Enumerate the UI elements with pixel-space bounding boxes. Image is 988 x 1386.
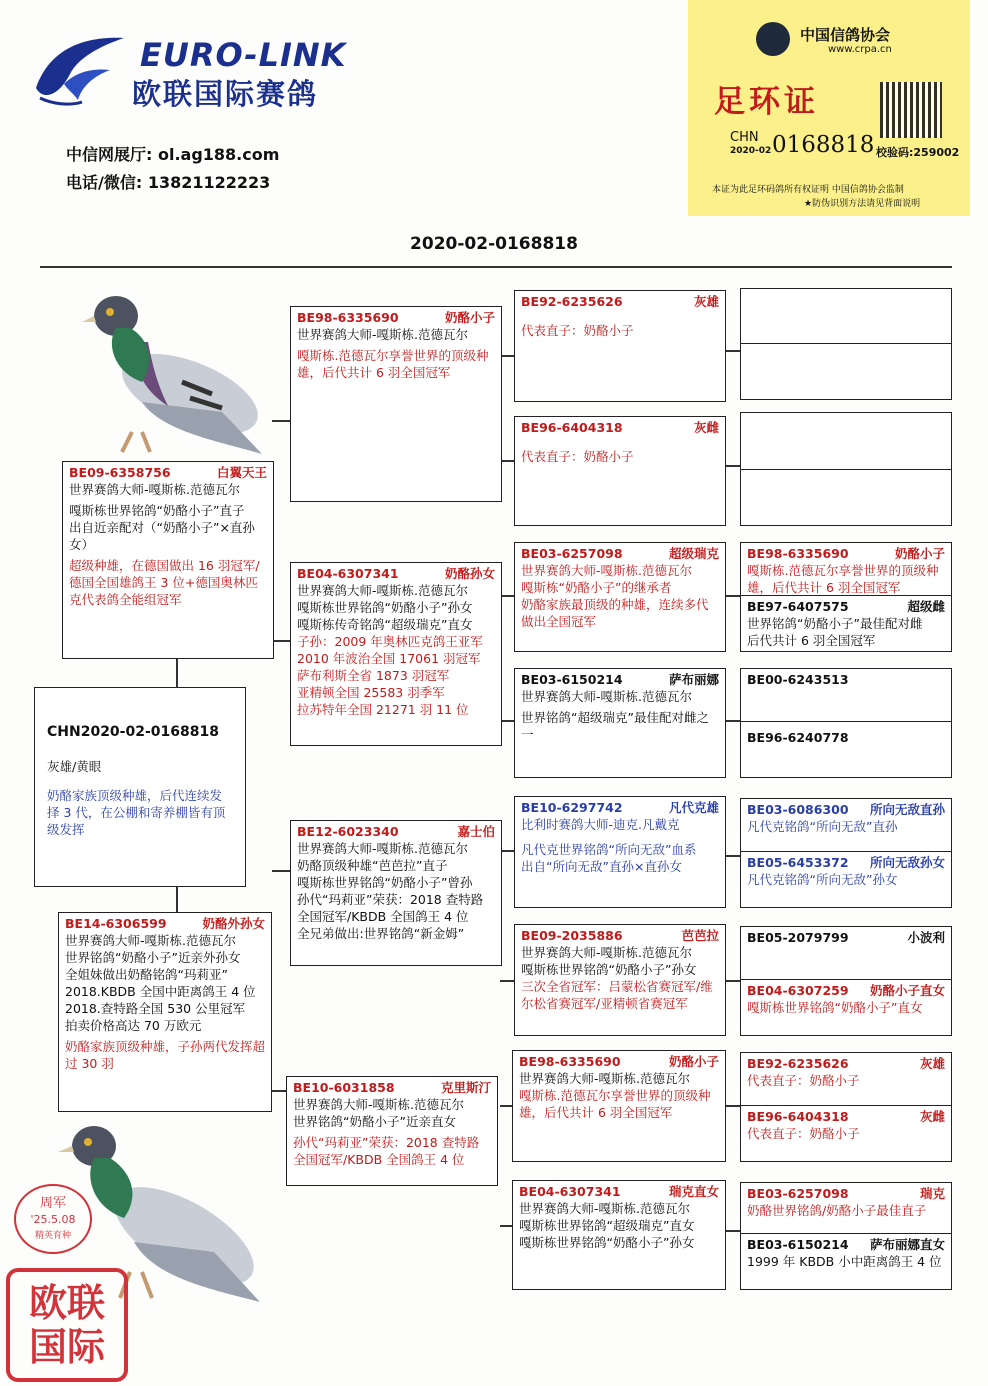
gen2-line: 嘎斯栋世界铭鸽“奶酪小子”孙女	[297, 600, 473, 615]
sire-line: 世界赛鸽大师-嘎斯栋.范德瓦尔	[69, 482, 240, 497]
gen3-name: 奶酪小子	[668, 1054, 719, 1069]
brand-name-en: EURO-LINK	[140, 36, 347, 74]
gen3-name: 芭芭拉	[681, 928, 719, 943]
gen4-name: 灰雌	[919, 1109, 945, 1124]
gen3-card	[514, 416, 726, 526]
gen4-name: 奶酪小子直女	[869, 983, 945, 998]
cert-ring-number: 0168818	[772, 132, 875, 158]
dam-name: 奶酪外孙女	[202, 916, 265, 931]
gen3-id: BE92-6235626	[521, 294, 623, 309]
gen2-id: BE10-6031858	[293, 1080, 395, 1095]
gen3-id: BE09-2035886	[521, 928, 623, 943]
pigeon-image-top	[72, 282, 272, 458]
gen2-id: BE12-6023340	[297, 824, 399, 839]
gen3-id: BE04-6307341	[519, 1184, 621, 1199]
connector	[726, 465, 740, 467]
gen3-id: BE03-6150214	[521, 672, 623, 687]
sire-line: 嘎斯栋世界铭鸽“奶酪小子”直子	[69, 503, 245, 518]
gen4-line: 嘎斯栋世界铭鸽“奶酪小子”直女	[747, 1000, 923, 1015]
gen3-card	[514, 924, 726, 1036]
gen2-card	[290, 306, 502, 502]
gen3-line: 比利时赛鸽大师-迪克.凡戴克	[521, 817, 680, 832]
gen3-card	[514, 796, 726, 908]
connector	[726, 855, 740, 857]
gen2-id: BE98-6335690	[297, 310, 399, 325]
gen4-name: 超级雌	[907, 599, 945, 614]
gen3-line: 凡代克世界铭鸽“所向无敌”血系	[521, 842, 697, 857]
sire-id: BE09-6358756	[69, 465, 171, 480]
gen4-line: 代表直子：奶酪小子	[747, 1073, 860, 1088]
connector	[272, 870, 290, 872]
gen2-line: 奶酪顶级种雄“芭芭拉”直子	[297, 858, 448, 873]
gen4-line: 凡代克铭鸽“所向无敌”直孙	[747, 819, 898, 834]
gen4-name: 瑞克	[919, 1186, 945, 1201]
sire-name: 白翼天王	[216, 465, 267, 480]
gen4-line: 奶酪世界铭鸽/奶酪小子最佳直子	[747, 1203, 927, 1218]
gen4-id: BE98-6335690	[747, 546, 849, 561]
gen2-line: 嘎斯栋世界铭鸽“奶酪小子”曾孙	[297, 875, 473, 890]
connector	[726, 1230, 740, 1232]
gen4-id: BE96-6240778	[747, 730, 849, 745]
gen2-line: 拉苏特年全国 21271 羽 11 位	[297, 702, 469, 717]
gen3-id: BE98-6335690	[519, 1054, 621, 1069]
gen2-line: 孙代“玛莉亚”荣获：2018 查特路全国冠军/KBDB 全国鸽王 4 位	[297, 892, 484, 924]
gen4-id: BE97-6407575	[747, 599, 849, 614]
sire-card	[62, 461, 274, 659]
gen3-line: 代表直子：奶酪小子	[521, 323, 634, 338]
gen3-name: 萨布丽娜	[668, 672, 719, 687]
gen4-id: BE03-6150214	[747, 1237, 849, 1252]
dam-id: BE14-6306599	[65, 916, 167, 931]
subject-card	[34, 687, 246, 887]
dam-line: 世界赛鸽大师-嘎斯栋.范德瓦尔	[65, 933, 236, 948]
subject-ring: CHN2020-02-0168818	[47, 724, 219, 740]
gen4-id: BE00-6243513	[747, 672, 849, 687]
gen3-line: 世界赛鸽大师-嘎斯栋.范德瓦尔	[521, 563, 692, 578]
connector	[726, 595, 740, 597]
cert-note2: ★防伪识别方法请见背面说明	[804, 199, 921, 209]
page-title: 2020-02-0168818	[410, 234, 578, 254]
title-divider	[40, 266, 952, 268]
gen4-name: 奶酪小子	[894, 546, 945, 561]
gen3-line: 嘎斯栋.范德瓦尔享誉世界的顶级种雄，后代共计 6 羽全国冠军	[519, 1088, 711, 1120]
brand-logo	[30, 28, 126, 110]
gen4-line: 凡代克铭鸽“所向无敌”孙女	[747, 872, 898, 887]
gen4-id: BE03-6257098	[747, 1186, 849, 1201]
subject-desc: 奶酪家族顶级种雄，后代连续发择 3 代，在公棚和寄养棚皆有顶级发挥	[47, 788, 226, 837]
cert-org: 中国信鸽协会	[800, 26, 891, 44]
gen3-name: 超级瑞克	[668, 546, 719, 561]
crpa-logo-icon	[756, 22, 790, 56]
gen4-line: 世界铭鸽“奶酪小子”最佳配对雌	[747, 616, 923, 631]
gen3-line: 世界赛鸽大师-嘎斯栋.范德瓦尔	[519, 1201, 690, 1216]
gen4-id: BE05-2079799	[747, 930, 849, 945]
gen3-line: 代表直子：奶酪小子	[521, 449, 634, 464]
gen3-card	[514, 290, 726, 402]
gen2-line: 全兄弟做出:世界铭鸽“新金姆”	[297, 926, 465, 941]
gen3-name: 灰雄	[693, 294, 719, 309]
gen2-line: 世界铭鸽“奶酪小子”近亲直女	[293, 1114, 456, 1129]
gen3-line: 三次全省冠军：吕蒙松省赛冠军/维尔松省赛冠军/亚精顿省赛冠军	[521, 979, 713, 1011]
gen2-line: 世界赛鸽大师-嘎斯栋.范德瓦尔	[297, 583, 468, 598]
gen3-name: 凡代克雄	[668, 800, 719, 815]
gen2-line: 2010 年波治全国 17061 羽冠军	[297, 651, 481, 666]
stamp-sub: 精英育种	[34, 1231, 71, 1241]
connector	[500, 850, 514, 852]
connector	[500, 460, 514, 462]
subject-color: 灰雄/黄眼	[47, 759, 102, 774]
gen3-card	[514, 542, 726, 652]
gen3-id: BE03-6257098	[521, 546, 623, 561]
gen2-card	[286, 1076, 498, 1186]
gen4-name: 萨布丽娜直女	[869, 1237, 945, 1252]
dam-line: 2018.查特路全国 530 公里冠军	[65, 1001, 246, 1016]
connector	[726, 980, 740, 982]
gen4-card	[740, 798, 952, 908]
gen2-line: 萨布利斯全省 1873 羽冠军	[297, 668, 450, 683]
connector	[726, 350, 740, 352]
qr-code-icon	[880, 82, 942, 138]
gen4-name: 小波利	[907, 930, 945, 945]
gen2-card	[290, 562, 502, 746]
gen4-name: 所向无敌孙女	[869, 855, 945, 870]
gen2-name: 奶酪孙女	[444, 566, 495, 581]
gen4-card	[740, 1182, 952, 1290]
gen3-line: 嘎斯栋世界铭鸽“奶酪小子”孙女	[521, 962, 697, 977]
dam-line: 拍卖价格高达 70 万欧元	[65, 1018, 202, 1033]
gen4-id: BE92-6235626	[747, 1056, 849, 1071]
connector	[272, 640, 290, 642]
sire-line: 超级种雄，在德国做出 16 羽冠军/德国全国雄鸽王 3 位+德国奥林匹克代表鸽全能组冠军	[69, 558, 260, 607]
dam-card	[58, 912, 272, 1112]
gen2-line: 子孙：2009 年奥林匹克鸽王亚军	[297, 634, 483, 649]
sire-line: 出自近亲配对（“奶酪小子”×直孙女）	[69, 520, 255, 552]
connector	[726, 720, 740, 722]
gen3-name: 灰雌	[693, 420, 719, 435]
gen3-line: 世界铭鸽“超级瑞克”最佳配对雌之一	[521, 710, 709, 742]
gen4-id: BE05-6453372	[747, 855, 849, 870]
connector	[500, 355, 514, 357]
gen4-id: BE04-6307259	[747, 983, 849, 998]
gen3-line: 嘎斯栋世界铭鸽“奶酪小子”孙女	[519, 1235, 695, 1250]
gen4-line: 嘎斯栋.范德瓦尔享誉世界的顶级种雄，后代共计 6 羽全国冠军	[747, 563, 939, 595]
connector	[500, 980, 514, 982]
gen4-name: 所向无敌直孙	[869, 802, 945, 817]
gen3-line: 世界赛鸽大师-嘎斯栋.范德瓦尔	[521, 689, 692, 704]
gen4-id: BE96-6404318	[747, 1109, 849, 1124]
connector	[176, 886, 178, 912]
cert-url: www.crpa.cn	[828, 44, 892, 55]
cert-ring-prefix: CHN	[730, 130, 759, 145]
gen2-line: 嘎斯栋传奇铭鸽“超级瑞克”直女	[297, 617, 473, 632]
gen4-card	[740, 542, 952, 652]
gen3-line: 世界赛鸽大师-嘎斯栋.范德瓦尔	[519, 1071, 690, 1086]
gen2-line: 嘎斯栋.范德瓦尔享誉世界的顶级种雄，后代共计 6 羽全国冠军	[297, 348, 489, 380]
gen2-name: 克里斯汀	[440, 1080, 491, 1095]
connector	[176, 659, 178, 687]
gen4-id: BE03-6086300	[747, 802, 849, 817]
dam-line: 世界铭鸽“奶酪小子”近亲外孙女	[65, 950, 241, 965]
cert-note1: 本证为此足环码鸽所有权证明 中国信鸽协会监制	[712, 185, 904, 195]
gen4-card	[740, 1052, 952, 1162]
date-stamp	[14, 1184, 92, 1254]
stamp-name: 周军	[39, 1196, 66, 1211]
gen3-line: 嘎斯栋“奶酪小子”的继承者	[521, 580, 672, 595]
gen2-line: 世界赛鸽大师-嘎斯栋.范德瓦尔	[293, 1097, 464, 1112]
connector	[500, 720, 514, 722]
gen2-name: 奶酪小子	[444, 310, 495, 325]
gen2-line: 世界赛鸽大师-嘎斯栋.范德瓦尔	[297, 841, 468, 856]
contact-phone: 电话/微信: 13821122223	[66, 173, 271, 192]
connector	[272, 420, 290, 422]
gen2-line: 亚精顿全国 25583 羽季军	[297, 685, 445, 700]
gen4-card	[740, 668, 952, 778]
gen3-id: BE10-6297742	[521, 800, 623, 815]
gen2-card	[290, 820, 502, 966]
gen4-card	[740, 926, 952, 1036]
cert-check-code: 校验码:259002	[876, 146, 960, 159]
gen4-line: 后代共计 6 羽全国冠军	[747, 633, 876, 648]
cert-ring-year: 2020-02	[730, 146, 772, 156]
gen3-line: 出自“所向无敌”直孙×直孙女	[521, 859, 682, 874]
dam-line: 全姐妹做出奶酪铭鸽“玛莉亚”	[65, 967, 228, 982]
gen3-line: 嘎斯栋世界铭鸽“超级瑞克”直女	[519, 1218, 695, 1233]
stamp-date: '25.5.08	[30, 1213, 76, 1226]
ring-certificate	[688, 0, 970, 216]
gen2-line: 世界赛鸽大师-嘎斯栋.范德瓦尔	[297, 327, 468, 342]
seal-text: 欧联国际	[28, 1281, 105, 1369]
gen4-line: 代表直子：奶酪小子	[747, 1126, 860, 1141]
gen3-card	[512, 1180, 726, 1290]
connector	[500, 595, 514, 597]
gen4-line: 1999 年 KBDB 小中距离鸽王 4 位	[747, 1254, 942, 1269]
gen4-card-empty	[740, 412, 952, 526]
contact-website: 中信网展厅: ol.ag188.com	[66, 145, 280, 164]
gen2-name: 嘉士伯	[457, 824, 495, 839]
gen4-card-empty	[740, 288, 952, 400]
dam-line: 奶酪家族顶级种雄，子孙两代发挥超过 30 羽	[65, 1039, 266, 1071]
brand-name-cn: 欧联国际赛鸽	[132, 77, 319, 111]
dam-line: 2018.KBDB 全国中距离鸽王 4 位	[65, 984, 256, 999]
gen3-id: BE96-6404318	[521, 420, 623, 435]
gen2-id: BE04-6307341	[297, 566, 399, 581]
gen3-card	[512, 1050, 726, 1162]
gen4-name: 灰雄	[919, 1056, 945, 1071]
company-seal	[6, 1268, 128, 1382]
gen3-card	[514, 668, 726, 778]
gen3-name: 瑞克直女	[668, 1184, 719, 1199]
gen2-line: 孙代“玛莉亚”荣获：2018 查特路全国冠军/KBDB 全国鸽王 4 位	[293, 1135, 480, 1167]
gen3-line: 奶酪家族最顶级的种雄，连续多代做出全国冠军	[521, 597, 709, 629]
gen3-line: 世界赛鸽大师-嘎斯栋.范德瓦尔	[521, 945, 692, 960]
connector	[726, 1105, 740, 1107]
cert-title: 足环证	[714, 84, 819, 120]
